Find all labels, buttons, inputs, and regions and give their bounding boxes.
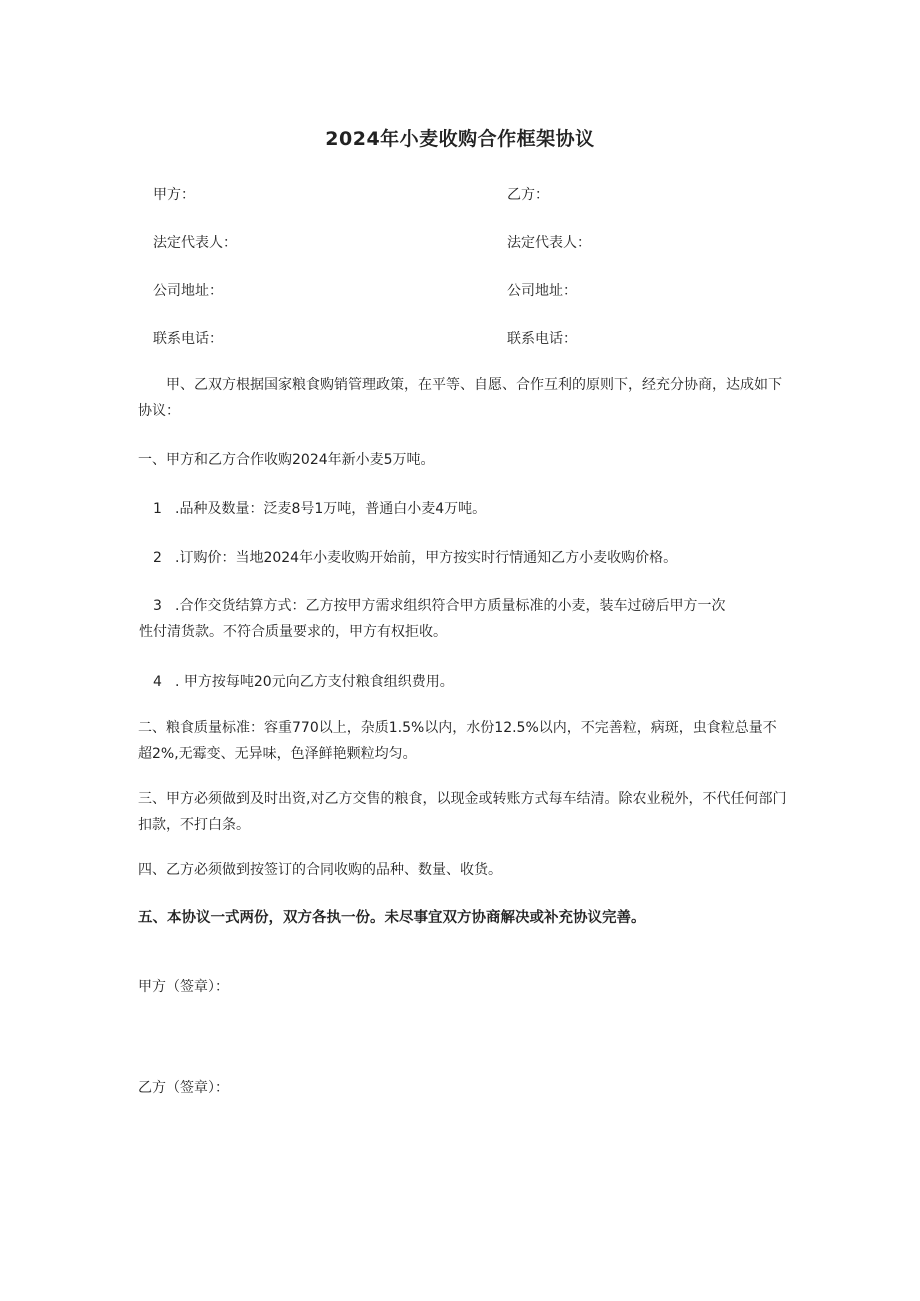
item-text: .订购价：当地2024年小麦收购开始前，甲方按实时行情通知乙方小麦收购价格。 — [175, 550, 678, 566]
party-a-signature-label: 甲方（签章）： — [138, 979, 229, 995]
party-row-representative — [153, 232, 773, 280]
item-text-continuation: 性付清货款。不符合质量要求的，甲方有权拒收。 — [139, 624, 447, 640]
party-a-phone-label: 联系电话： — [153, 331, 223, 347]
item-text: .品种及数量：泛麦8号1万吨，普通白小麦4万吨。 — [175, 501, 487, 517]
party-b-representative-label: 法定代表人： — [507, 235, 591, 251]
party-b-signature-label: 乙方（签章）： — [138, 1080, 229, 1096]
item-number: 1 — [153, 501, 162, 517]
section-2: 二、粮食质量标准：容重770以上，杂质1.5%以内，水份12.5%以内，不完善粒，病斑，虫食粒总量不超2%,无霉变、无异味，色泽鲜艳颗粒均匀。 — [138, 720, 777, 762]
section-1: 一、甲方和乙方合作收购2024年新小麦5万吨。 — [138, 452, 435, 468]
party-b-label: 乙方： — [507, 187, 549, 203]
item-number: 3 — [153, 598, 162, 614]
party-info — [153, 184, 773, 376]
party-b-address-label: 公司地址： — [507, 283, 577, 299]
item-number: 2 — [153, 550, 162, 566]
item-text: . 甲方按每吨20元向乙方支付粮食组织费用。 — [175, 674, 454, 690]
list-item — [153, 545, 793, 571]
party-row-name — [153, 184, 773, 232]
section-4: 四、乙方必须做到按签订的合同收购的品种、数量、收货。 — [138, 862, 502, 878]
list-item — [153, 669, 793, 695]
section-5: 五、本协议一式两份，双方各执一份。未尽事宜双方协商解决或补充协议完善。 — [138, 910, 646, 926]
section-3: 三、甲方必须做到及时出资,对乙方交售的粮食，以现金或转账方式每车结清。除农业税外，不代任何部门扣款，不打白条。 — [138, 791, 787, 833]
item-text: .合作交货结算方式：乙方按甲方需求组织符合甲方质量标准的小麦，装车过磅后甲方一次 — [175, 598, 726, 614]
item-number: 4 — [153, 674, 162, 690]
list-item — [139, 593, 793, 645]
document-title: 2024年小麦收购合作框架协议 — [325, 128, 595, 150]
party-row-phone — [153, 328, 773, 376]
party-a-address-label: 公司地址： — [153, 283, 223, 299]
party-a-label: 甲方： — [153, 187, 195, 203]
list-item — [153, 496, 793, 522]
intro-paragraph: 甲、乙双方根据国家粮食购销管理政策，在平等、自愿、合作互利的原则下，经充分协商，达成如下协议： — [138, 377, 782, 419]
party-a-representative-label: 法定代表人： — [153, 235, 237, 251]
party-row-address — [153, 280, 773, 328]
party-b-phone-label: 联系电话： — [507, 331, 577, 347]
